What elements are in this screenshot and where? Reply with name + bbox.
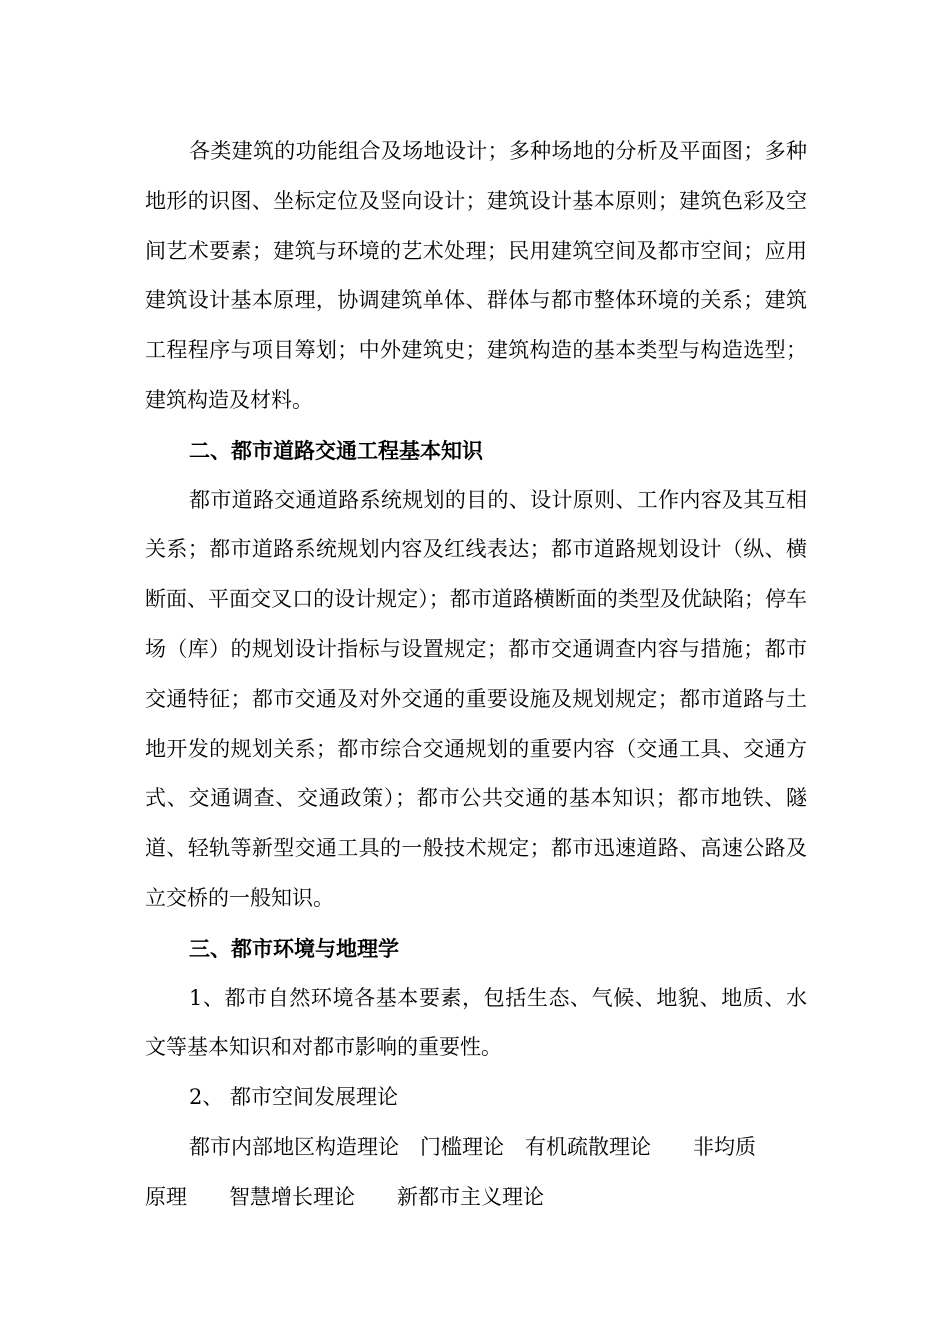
theory-list-line-2: 原理 智慧增长理论 新都市主义理论 [145,1184,544,1209]
paragraph-architecture-basics: 各类建筑的功能组合及场地设计；多种场地的分析及平面图；多种地形的识图、坐标定位及竖向设计；建筑设计基本原则；建筑色彩及空间艺术要素；建筑与环境的艺术处理；民用建筑空间及都市空间；应用建筑设计基本原理，协调建筑单体、群体与都市整体环境的关系；建筑工程程序与项目筹划；中外建筑史；建筑构造的基本类型与构造选型；建筑构造及材料。 [145,139,807,412]
document-body [145,127,807,1223]
section-heading-urban-environment: 三、都市环境与地理学 [189,935,399,961]
paragraph-urban-traffic: 都市道路交通道路系统规划的目的、设计原则、工作内容及其互相关系；都市道路系统规划内容及红线表达；都市道路规划设计（纵、横断面、平面交叉口的设计规定）；都市道路横断面的类型及优缺陷；停车场（库）的规划设计指标与设置规定；都市交通调查内容与措施；都市交通特征；都市交通及对外交通的重要设施及规划规定；都市道路与土地开发的规划关系；都市综合交通规划的重要内容（交通工具、交通方式、交通调查、交通政策）；都市公共交通的基本知识；都市地铁、隧道、轻轨等新型交通工具的一般技术规定；都市迅速道路、高速公路及立交桥的一般知识。 [145,487,807,910]
section-heading-urban-road-traffic: 二、都市道路交通工程基本知识 [189,437,483,463]
theory-list-line-1: 都市内部地区构造理论 门槛理论 有机疏散理论 非均质 [189,1134,756,1159]
paragraph-natural-environment: 1、都市自然环境各基本要素，包括生态、气候、地貌、地质、水文等基本知识和对都市影响的重要性。 [145,985,807,1060]
list-item-spatial-development: 2、 都市空间发展理论 [189,1085,399,1110]
